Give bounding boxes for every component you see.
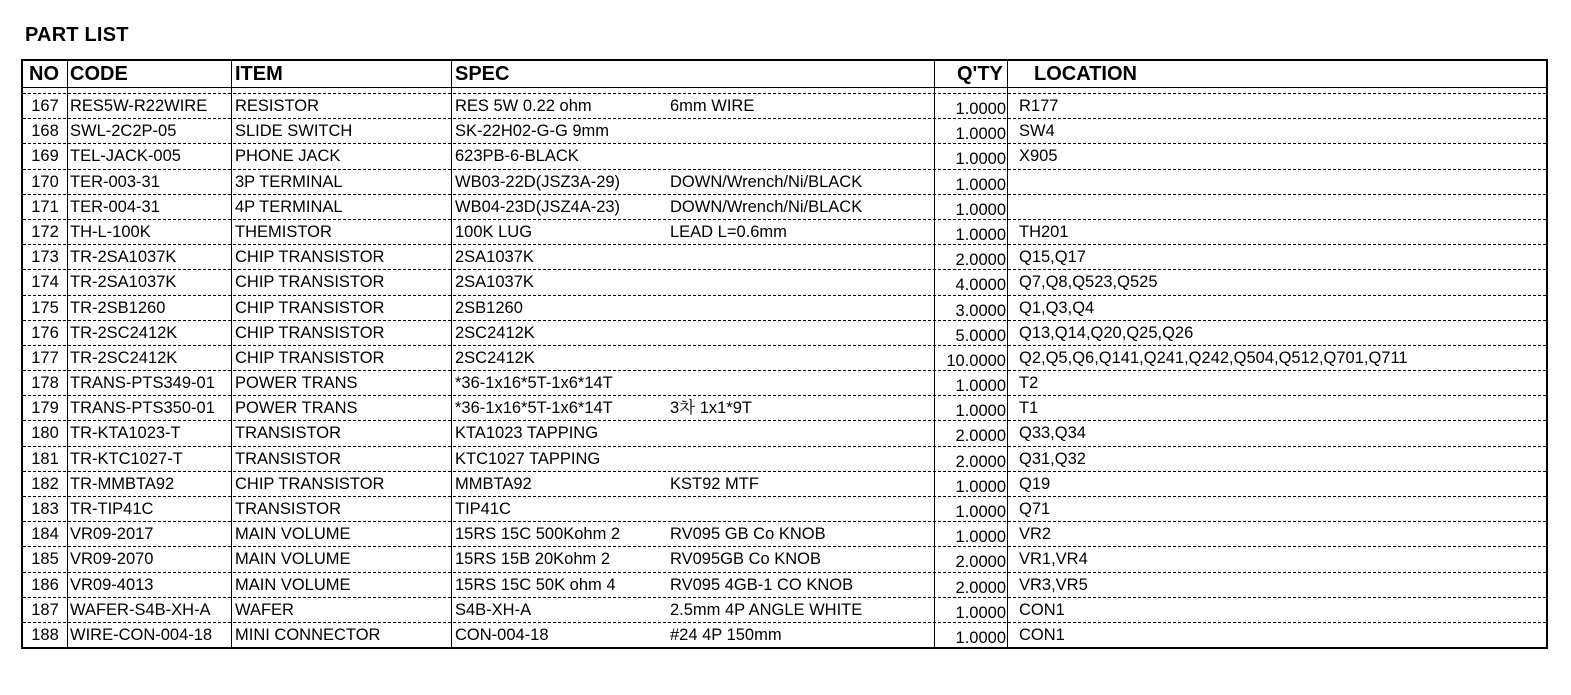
part-spec-detail: 3차 1x1*9T <box>670 399 752 418</box>
part-code: TR-KTA1023-T <box>70 424 181 443</box>
part-item: CHIP TRANSISTOR <box>235 273 385 292</box>
part-quantity: 1.0000 <box>955 477 1006 496</box>
part-spec-detail: DOWN/Wrench/Ni/BLACK <box>670 197 863 216</box>
table-row <box>23 220 1546 245</box>
part-quantity: 1.0000 <box>955 528 1006 547</box>
part-location: Q31,Q32 <box>1019 449 1086 468</box>
part-code: RES5W-R22WIRE <box>70 97 208 115</box>
part-number: 183 <box>31 500 59 518</box>
table-row <box>23 522 1546 547</box>
part-item: MAIN VOLUME <box>235 550 351 569</box>
part-quantity: 10.0000 <box>946 351 1006 370</box>
part-item: CHIP TRANSISTOR <box>235 474 385 493</box>
table-row <box>23 346 1546 371</box>
part-code: TR-2SB1260 <box>70 298 166 317</box>
header-item: ITEM <box>235 63 283 85</box>
table-row <box>23 321 1546 346</box>
part-code: TER-003-31 <box>70 172 160 191</box>
part-spec: 100K LUG <box>455 222 533 241</box>
part-spec: S4B-XH-A <box>455 600 532 619</box>
part-item: MAIN VOLUME <box>235 575 351 594</box>
part-number: 182 <box>31 474 59 493</box>
part-spec-detail: KST92 MTF <box>670 474 759 493</box>
part-code: TEL-JACK-005 <box>70 147 181 166</box>
header-code: CODE <box>70 63 128 85</box>
part-number: 176 <box>31 323 59 342</box>
part-item: CHIP TRANSISTOR <box>235 323 385 342</box>
part-location: CON1 <box>1019 600 1065 619</box>
part-number: 175 <box>31 298 59 317</box>
part-item: 4P TERMINAL <box>235 197 343 216</box>
part-location: Q71 <box>1019 500 1051 518</box>
part-location: T1 <box>1019 399 1039 418</box>
part-location: Q7,Q8,Q523,Q525 <box>1019 273 1158 292</box>
part-code: TH-L-100K <box>70 222 151 241</box>
part-spec: 2SA1037K <box>455 248 534 267</box>
part-quantity: 1.0000 <box>955 200 1006 219</box>
part-number: 167 <box>31 97 59 115</box>
page-title: PART LIST <box>25 24 129 46</box>
part-code: TR-TIP41C <box>70 500 154 518</box>
part-number: 188 <box>31 625 59 644</box>
table-row <box>23 547 1546 572</box>
part-item: RESISTOR <box>235 97 320 115</box>
part-code: SWL-2C2P-05 <box>70 122 177 141</box>
part-quantity: 1.0000 <box>955 150 1006 169</box>
part-number: 171 <box>31 197 59 216</box>
header-qty: Q'TY <box>957 63 1003 85</box>
part-code: TR-2SC2412K <box>70 323 178 342</box>
part-location: CON1 <box>1019 625 1065 644</box>
part-quantity: 2.0000 <box>955 251 1006 270</box>
table-row <box>23 94 1546 119</box>
part-item: CHIP TRANSISTOR <box>235 298 385 317</box>
part-number: 187 <box>31 600 59 619</box>
part-quantity: 1.0000 <box>955 628 1006 647</box>
part-spec: 15RS 15B 20Kohm 2 <box>455 550 611 569</box>
part-item: WAFER <box>235 600 294 619</box>
part-quantity: 5.0000 <box>955 326 1006 345</box>
part-spec: MMBTA92 <box>455 474 532 493</box>
part-code: VR09-2070 <box>70 550 154 569</box>
part-location: Q13,Q14,Q20,Q25,Q26 <box>1019 323 1194 342</box>
part-location: SW4 <box>1019 122 1055 141</box>
part-quantity: 2.0000 <box>955 452 1006 471</box>
part-location: Q15,Q17 <box>1019 248 1086 267</box>
table-row <box>23 598 1546 623</box>
table-row <box>23 296 1546 321</box>
part-item: POWER TRANS <box>235 374 358 393</box>
part-code: WAFER-S4B-XH-A <box>70 600 211 619</box>
part-spec: 15RS 15C 50K ohm 4 <box>455 575 616 594</box>
part-spec: WB03-22D(JSZ3A-29) <box>455 172 621 191</box>
part-number: 184 <box>31 525 59 544</box>
part-spec-detail: RV095GB Co KNOB <box>670 550 822 569</box>
part-spec: 2SC2412K <box>455 323 535 342</box>
part-number: 185 <box>31 550 59 569</box>
part-quantity: 2.0000 <box>955 553 1006 572</box>
part-item: TRANSISTOR <box>235 500 342 518</box>
part-item: MINI CONNECTOR <box>235 625 381 644</box>
part-spec-detail: LEAD L=0.6mm <box>670 222 787 241</box>
part-location: Q2,Q5,Q6,Q141,Q241,Q242,Q504,Q512,Q701,Q711 <box>1019 348 1408 367</box>
part-location: R177 <box>1019 97 1059 115</box>
part-code: VR09-4013 <box>70 575 154 594</box>
table-row <box>23 195 1546 220</box>
part-item: CHIP TRANSISTOR <box>235 248 385 267</box>
part-code: TER-004-31 <box>70 197 160 216</box>
part-item: CHIP TRANSISTOR <box>235 348 385 367</box>
part-spec: TIP41C <box>455 500 511 518</box>
part-spec: KTC1027 TAPPING <box>455 449 601 468</box>
part-spec-detail: 6mm WIRE <box>670 97 755 115</box>
part-quantity: 1.0000 <box>955 377 1006 396</box>
table-header <box>23 61 1546 88</box>
table-row <box>23 119 1546 144</box>
part-location: TH201 <box>1019 222 1069 241</box>
part-spec-detail: RV095 GB Co KNOB <box>670 525 826 544</box>
part-location: X905 <box>1019 147 1058 166</box>
part-code: TR-MMBTA92 <box>70 474 175 493</box>
part-spec: 15RS 15C 500Kohm 2 <box>455 525 621 544</box>
part-number: 174 <box>31 273 59 292</box>
part-quantity: 2.0000 <box>955 578 1006 597</box>
part-spec: *36-1x16*5T-1x6*14T <box>455 374 613 393</box>
part-quantity: 1.0000 <box>955 125 1006 144</box>
part-number: 179 <box>31 399 59 418</box>
table-row <box>23 472 1546 497</box>
table-row <box>23 245 1546 270</box>
header-location: LOCATION <box>1034 63 1137 85</box>
part-item: TRANSISTOR <box>235 449 342 468</box>
part-spec: CON-004-18 <box>455 625 549 644</box>
part-spec: 2SC2412K <box>455 348 535 367</box>
part-quantity: 3.0000 <box>955 301 1006 320</box>
part-spec: RES 5W 0.22 ohm <box>455 97 592 115</box>
table-row <box>23 396 1546 421</box>
part-code: TR-2SC2412K <box>70 348 178 367</box>
table-row <box>23 421 1546 446</box>
part-spec: *36-1x16*5T-1x6*14T <box>455 399 613 418</box>
part-quantity: 4.0000 <box>955 276 1006 295</box>
part-quantity: 1.0000 <box>955 225 1006 244</box>
part-item: 3P TERMINAL <box>235 172 343 191</box>
part-spec: 2SA1037K <box>455 273 534 292</box>
part-spec-detail: 2.5mm 4P ANGLE WHITE <box>670 600 863 619</box>
part-code: TRANS-PTS350-01 <box>70 399 215 418</box>
part-item: POWER TRANS <box>235 399 358 418</box>
part-spec: WB04-23D(JSZ4A-23) <box>455 197 621 216</box>
part-item: TRANSISTOR <box>235 424 342 443</box>
part-number: 170 <box>31 172 59 191</box>
part-number: 180 <box>31 424 59 443</box>
part-number: 177 <box>31 348 59 367</box>
part-spec-detail: RV095 4GB-1 CO KNOB <box>670 575 854 594</box>
part-quantity: 1.0000 <box>955 100 1006 118</box>
table-row <box>23 573 1546 598</box>
table-row <box>23 623 1546 648</box>
part-number: 168 <box>31 122 59 141</box>
part-spec-detail: DOWN/Wrench/Ni/BLACK <box>670 172 863 191</box>
part-code: TR-2SA1037K <box>70 248 177 267</box>
table-row <box>23 447 1546 472</box>
table-row <box>23 270 1546 295</box>
table-row <box>23 170 1546 195</box>
part-location: Q33,Q34 <box>1019 424 1086 443</box>
part-number: 172 <box>31 222 59 241</box>
table-row <box>23 144 1546 169</box>
part-code: TRANS-PTS349-01 <box>70 374 215 393</box>
part-location: Q1,Q3,Q4 <box>1019 298 1095 317</box>
part-location: T2 <box>1019 374 1039 393</box>
table-row <box>23 497 1546 522</box>
part-location: VR2 <box>1019 525 1052 544</box>
part-item: MAIN VOLUME <box>235 525 351 544</box>
part-item: SLIDE SWITCH <box>235 122 353 141</box>
header-spec: SPEC <box>455 63 510 85</box>
part-quantity: 1.0000 <box>955 402 1006 421</box>
part-code: TR-2SA1037K <box>70 273 177 292</box>
part-spec: 2SB1260 <box>455 298 523 317</box>
part-spec: 623PB-6-BLACK <box>455 147 579 166</box>
table-row <box>23 371 1546 396</box>
part-item: PHONE JACK <box>235 147 341 166</box>
part-code: WIRE-CON-004-18 <box>70 625 213 644</box>
part-quantity: 1.0000 <box>955 603 1006 622</box>
part-number: 178 <box>31 374 59 393</box>
part-number: 173 <box>31 248 59 267</box>
part-number: 169 <box>31 147 59 166</box>
part-location: VR1,VR4 <box>1019 550 1088 569</box>
part-code: TR-KTC1027-T <box>70 449 183 468</box>
part-location: Q19 <box>1019 474 1051 493</box>
part-spec: KTA1023 TAPPING <box>455 424 599 443</box>
part-quantity: 2.0000 <box>955 427 1006 446</box>
header-no: NO <box>29 63 59 85</box>
parts-table <box>21 59 1548 649</box>
part-number: 181 <box>31 449 59 468</box>
part-item: THEMISTOR <box>235 222 332 241</box>
part-quantity: 1.0000 <box>955 503 1006 521</box>
table-body <box>23 94 1546 648</box>
part-quantity: 1.0000 <box>955 175 1006 194</box>
part-spec-detail: #24 4P 150mm <box>670 625 782 644</box>
part-number: 186 <box>31 575 59 594</box>
part-spec: SK-22H02-G-G 9mm <box>455 122 610 141</box>
part-code: VR09-2017 <box>70 525 154 544</box>
part-location: VR3,VR5 <box>1019 575 1088 594</box>
